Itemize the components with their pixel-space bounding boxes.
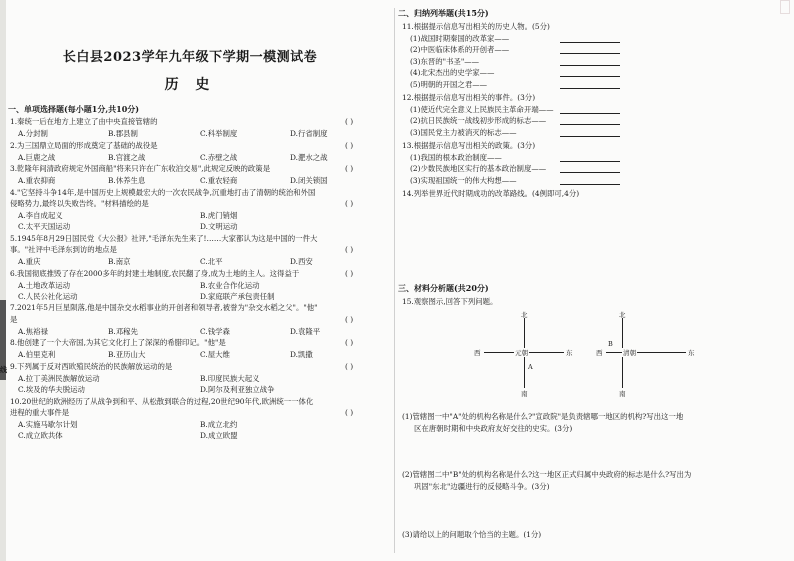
- q2-stem-line: 2.为三国鼎立局面的形成奠定了基础的战役是: [10, 140, 158, 150]
- q10-option-a: A.实施马歇尔计划: [18, 420, 78, 429]
- q1-option-c: C.科举制度: [200, 129, 238, 139]
- q15-sub1-line1: (1)管辖图一中"A"处的机构名称是什么?"宣政院"是负责辖哪一地区的机构?写出这一地: [402, 412, 684, 421]
- q4-stem-line: 侵略势力,最终以失败告终。"材料描绘的是: [10, 199, 149, 208]
- q6-answer-paren[interactable]: ( ): [345, 268, 354, 278]
- q11-answer-blank[interactable]: [560, 76, 620, 77]
- diagram1-center: 元朝: [515, 349, 528, 357]
- q10-stem-line: 进程的重大事件是: [10, 407, 70, 417]
- q8-option-b: B.亚历山大: [108, 350, 146, 360]
- q11-answer-blank[interactable]: [560, 42, 620, 43]
- q12-answer-blank[interactable]: [560, 124, 620, 125]
- q4-answer-paren[interactable]: ( ): [345, 199, 354, 208]
- q9-option-c: C.埃及的华夫脱运动: [18, 385, 85, 395]
- q3-option-a: A.重农抑商: [18, 176, 56, 186]
- q1-option-d: D.行省制度: [290, 129, 328, 139]
- q7-option-d: D.袁隆平: [290, 326, 321, 336]
- diagram-one: [470, 310, 580, 400]
- exam-title: 长白县2023学年九年级下学期一模测试卷: [62, 50, 318, 65]
- q4-stem-line: 4."它坚持斗争14年,是中国历史上规模最宏大的一次农民战争,沉重地打击了清朝的统治和外国: [10, 187, 316, 197]
- q8-option-d: D.凯撒: [290, 350, 313, 360]
- diagram2-north: 北: [619, 311, 626, 319]
- q1-answer-paren[interactable]: ( ): [345, 117, 354, 126]
- q15-sub2-line2: 巩固"东北"边疆进行的反侵略斗争。(3分): [414, 482, 550, 491]
- q13-item-2: (2)少数民族地区实行的基本政治制度——: [410, 164, 547, 173]
- q3-option-c: C.重农轻商: [200, 176, 238, 186]
- diagram2-center: 清朝: [623, 349, 636, 357]
- q7-stem-line: 7.2021年5月巨星陨落,他是中国杂交水稻事业的开创者和领导者,被誉为"杂交水稻之父"。"他": [10, 303, 318, 313]
- diagram1-east: 东: [566, 349, 573, 357]
- q3-answer-paren[interactable]: ( ): [345, 164, 354, 174]
- diagram2-east: 东: [688, 349, 695, 357]
- q6-option-b: B.农业合作化运动: [200, 280, 260, 290]
- binding-line-char: 线: [0, 365, 7, 374]
- q9-stem-line: 9.下列属于反对西欧殖民统治的民族解放运动的是: [10, 361, 173, 371]
- q5-option-d: D.西安: [290, 257, 313, 267]
- section2-title: 二、归纳列举题(共15分): [398, 8, 489, 18]
- corner-stamp: [780, 0, 790, 14]
- q2-answer-paren[interactable]: ( ): [345, 140, 354, 150]
- diagram2-horizontal-line: [606, 352, 686, 353]
- q15-sub1-line2: 区在唐朝时期和中央政府友好交往的史实。(3分): [414, 424, 573, 433]
- q12-stem: 12.根据提示信息写出相关的事件。(3分): [402, 93, 536, 102]
- q4-option-c: C.太平天国运动: [18, 222, 71, 232]
- q11-item-2: (2)中医临床体系的开创者——: [410, 45, 510, 54]
- q2-option-a: A.巨鹿之战: [18, 152, 56, 162]
- q9-answer-paren[interactable]: ( ): [345, 361, 354, 371]
- q12-answer-blank[interactable]: [560, 113, 620, 114]
- diagram1-label-a: A: [528, 363, 533, 371]
- diagram1-west: 西: [474, 349, 481, 357]
- q13-answer-blank[interactable]: [560, 184, 620, 185]
- q1-option-b: B.郡县制: [108, 129, 138, 139]
- q9-option-b: B.印度民族大起义: [200, 374, 260, 383]
- q5-option-a: A.重庆: [18, 257, 41, 267]
- q11-answer-blank[interactable]: [560, 88, 620, 89]
- q7-option-b: B.邓稼先: [108, 326, 138, 336]
- q9-option-d: D.阿尔及利亚独立战争: [200, 385, 275, 395]
- diagram1-north: 北: [521, 311, 528, 319]
- q1-option-a: A.分封制: [18, 129, 48, 139]
- q10-option-b: B.成立北约: [200, 420, 238, 429]
- q5-stem-line: 5.1945年8月29日国民党《大公报》社评,"毛泽东先生来了!……大家都认为这是中国的一件大: [10, 233, 318, 243]
- diagram2-label-b: B: [608, 340, 613, 348]
- q13-answer-blank[interactable]: [560, 172, 620, 173]
- q6-stem-line: 6.我国彻底推毁了存在2000多年的封建土地制度,农民翻了身,成为土地的主人。这得益于: [10, 268, 300, 278]
- q10-answer-paren[interactable]: ( ): [345, 407, 354, 417]
- q8-stem-line: 8.他创建了一个大帝国,为其它文化打上了深深的希腊印记。"他"是: [10, 338, 226, 348]
- binding-edge: [0, 0, 6, 561]
- q7-option-c: C.钱学森: [200, 326, 230, 336]
- q11-stem: 11.根据提示信息写出相关的历史人物。(5分): [402, 22, 550, 31]
- q12-item-3: (3)国民党主力被消灭的标志——: [410, 127, 517, 137]
- q2-option-d: D.淝水之战: [290, 152, 328, 162]
- diagram2-west: 西: [596, 349, 603, 357]
- q7-stem-line: 是: [10, 314, 18, 324]
- q8-option-c: C.屋大维: [200, 350, 230, 360]
- q15-stem: 15.观察图示,回答下列问题。: [402, 297, 498, 306]
- q11-item-1: (1)战国时期秦国的改革家——: [410, 33, 510, 43]
- q7-option-a: A.焦裕禄: [18, 326, 48, 336]
- q11-answer-blank[interactable]: [560, 53, 620, 54]
- subject-title: 历 史: [164, 77, 216, 93]
- q15-sub3-line1: (3)请给以上的问题取个恰当的主题。(1分): [402, 530, 542, 539]
- q10-option-d: D.成立欧盟: [200, 431, 238, 441]
- q6-option-a: A.土地改革运动: [18, 280, 71, 290]
- q10-stem-line: 10.20世纪的欧洲经历了从战争到和平、从松散到联合的过程,20世纪90年代,欧洲统一一体化: [10, 396, 314, 406]
- q1-stem-line: 1.秦统一后在地方上建立了由中央直接管辖的: [10, 117, 158, 126]
- diagram-two: [592, 310, 702, 400]
- q5-option-c: C.北平: [200, 257, 223, 267]
- q8-option-a: A.伯里克利: [18, 350, 56, 360]
- q12-item-2: (2)抗日民族统一战线初步形成的标志——: [410, 116, 547, 125]
- q6-option-c: C.人民公社化运动: [18, 292, 78, 301]
- q5-option-b: B.南京: [108, 257, 131, 267]
- q12-answer-blank[interactable]: [560, 136, 620, 137]
- q3-stem-line: 3.乾隆年间清政府规定外国商船"将来只许在广东收泊交易",此规定反映的政策是: [10, 164, 271, 174]
- q4-option-b: B.虎门销烟: [200, 211, 238, 221]
- q11-item-3: (3)东晋的"书圣"——: [410, 56, 480, 66]
- q11-answer-blank[interactable]: [560, 65, 620, 66]
- q13-stem: 13.根据提示信息写出相关的政策。(3分): [402, 141, 536, 150]
- q12-item-1: (1)使近代完全意义上民族民主革命开端——: [410, 104, 554, 114]
- q14-stem: 14.列举世界近代时期成功的改革路线。(4例即可,4分): [402, 189, 580, 198]
- q2-option-b: B.官渡之战: [108, 152, 146, 162]
- q13-answer-blank[interactable]: [560, 161, 620, 162]
- q3-option-d: D.闭关锁国: [290, 176, 328, 186]
- q9-option-a: A.拉丁美洲民族解放运动: [18, 374, 100, 383]
- q4-option-a: A.李自成起义: [18, 211, 63, 221]
- q4-option-d: D.文明运动: [200, 222, 238, 232]
- q5-answer-paren[interactable]: ( ): [345, 245, 354, 254]
- diagram2-south: 南: [619, 390, 626, 398]
- q11-item-4: (4)北宋杰出的史学家——: [410, 68, 495, 77]
- column-divider: [394, 8, 395, 553]
- q7-answer-paren[interactable]: ( ): [345, 314, 354, 324]
- q5-stem-line: 事。"社评中毛泽东到访的地点是: [10, 245, 117, 254]
- q11-item-5: (5)明朝的开国之君——: [410, 79, 487, 89]
- diagram1-south: 南: [521, 390, 528, 398]
- section1-title: 一、单项选择题(每小题1分,共10分): [8, 104, 140, 114]
- q15-sub2-line1: (2)管辖图二中"B"处的机构名称是什么?这一地区正式归属中央政府的标志是什么?写出为: [402, 470, 692, 479]
- section3-title: 三、材料分析题(共20分): [398, 283, 489, 293]
- q2-option-c: C.赤壁之战: [200, 152, 238, 162]
- q3-option-b: B.休养生息: [108, 176, 146, 186]
- q10-option-c: C.成立欧共体: [18, 431, 63, 441]
- q13-item-3: (3)实现祖国统一的伟大构想——: [410, 175, 517, 185]
- q13-item-1: (1)我国的根本政治制度——: [410, 152, 502, 162]
- q8-answer-paren[interactable]: ( ): [345, 338, 354, 348]
- q6-option-d: D.家庭联产承包责任制: [200, 292, 275, 301]
